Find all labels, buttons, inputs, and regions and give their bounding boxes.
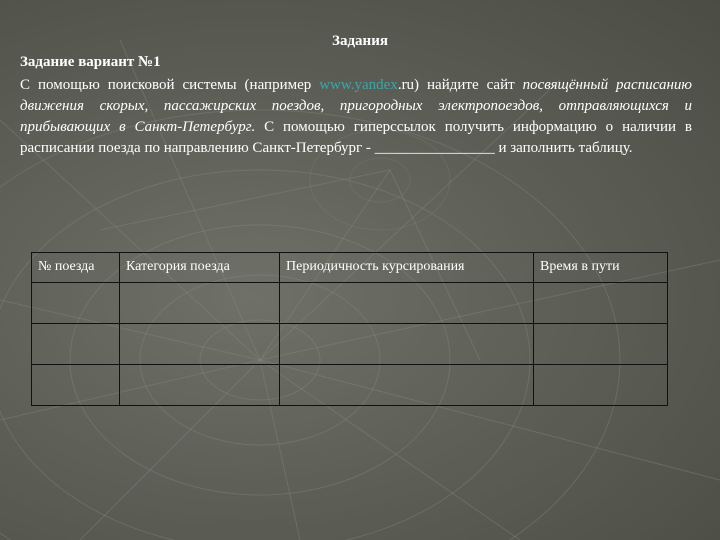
- header-train-category: Категория поезда: [120, 253, 280, 283]
- task-text-italic: посвящённый расписанию движения скорых, пассажирских поездов, пригородных электропоездов, отправляющихся и прибывающих в Санкт-Петербург.: [20, 77, 692, 135]
- table-cell[interactable]: [534, 324, 668, 365]
- task-text-2: .ru) найдите сайт: [397, 77, 523, 93]
- header-travel-time: Время в пути: [534, 253, 668, 283]
- task-text-3: С помощью гиперссылок получить информацию о наличии в расписании поезда по направлению Санкт-Петербург -: [20, 119, 693, 156]
- table-cell[interactable]: [32, 365, 120, 406]
- task-description: [20, 75, 692, 159]
- page-title: Задания: [332, 33, 388, 49]
- table-cell[interactable]: [32, 283, 120, 324]
- destination-blank: ________________: [374, 140, 495, 156]
- yandex-link[interactable]: www.yandex: [319, 77, 398, 93]
- header-frequency: Периодичность курсирования: [280, 253, 534, 283]
- table-cell[interactable]: [534, 283, 668, 324]
- table-cell[interactable]: [280, 324, 534, 365]
- table-header-row: [32, 253, 668, 283]
- task-text-4: и заполнить таблицу.: [494, 140, 633, 156]
- table-row: [32, 324, 668, 365]
- variant-title: Задание вариант №1: [20, 54, 161, 70]
- table-row: [32, 283, 668, 324]
- table-cell[interactable]: [534, 365, 668, 406]
- train-table: [31, 252, 668, 406]
- task-text-1: С помощью поисковой системы (например: [20, 77, 320, 93]
- table-cell[interactable]: [280, 365, 534, 406]
- table-row: [32, 365, 668, 406]
- table-cell[interactable]: [120, 365, 280, 406]
- table-cell[interactable]: [120, 324, 280, 365]
- table-cell[interactable]: [120, 283, 280, 324]
- table-cell[interactable]: [280, 283, 534, 324]
- header-train-number: № поезда: [32, 253, 120, 283]
- table-cell[interactable]: [32, 324, 120, 365]
